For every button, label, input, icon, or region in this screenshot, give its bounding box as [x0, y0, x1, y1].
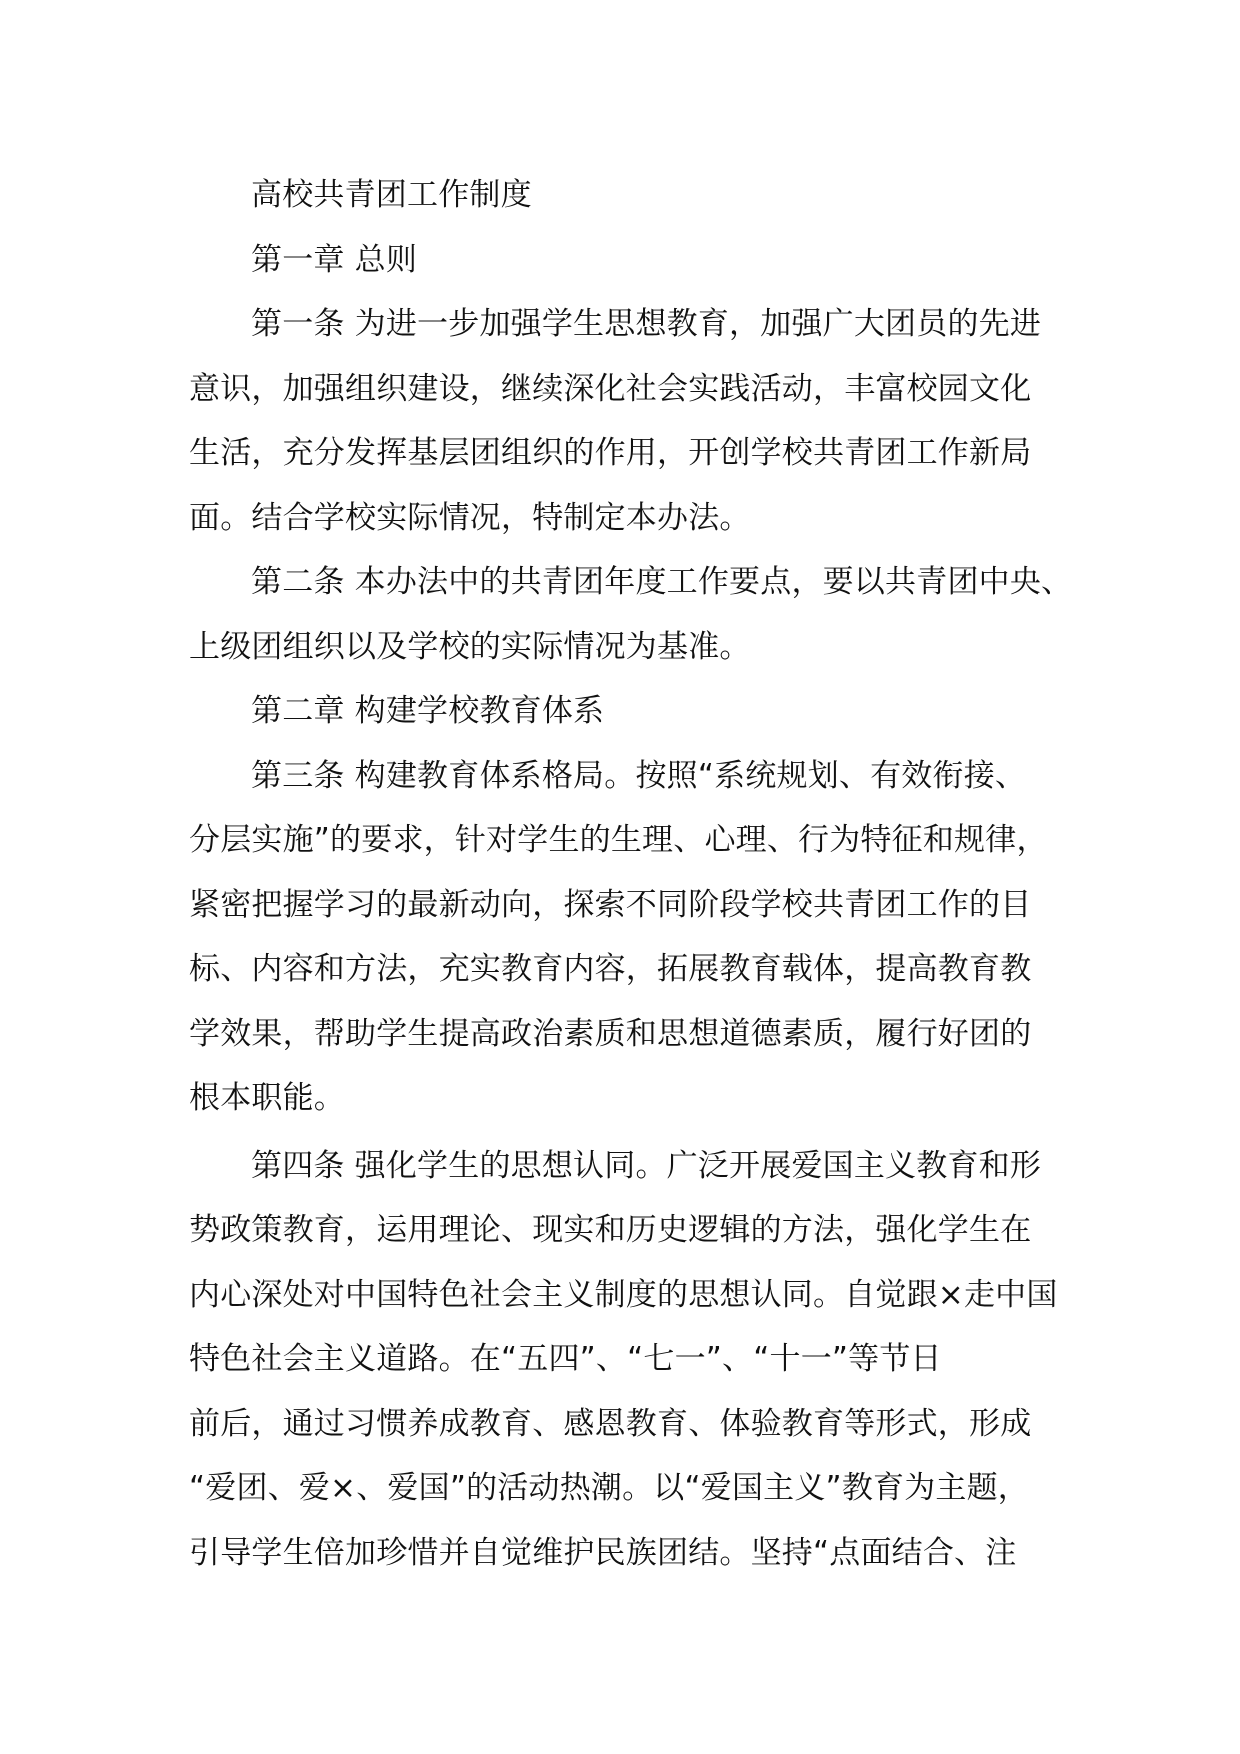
article-1-line: 面。结合学校实际情况，特制定本办法。: [189, 499, 751, 536]
article-4-line: “爱团、爱×、爱国”的活动热潮。以“爱国主义”教育为主题，: [189, 1470, 1030, 1506]
article-1-line: 第一条 为进一步加强学生思想教育，加强广大团员的先进: [251, 306, 1042, 342]
chapter-heading-2: 第二章 构建学校教育体系: [251, 693, 605, 729]
article-4-line: 势政策教育，运用理论、现实和历史逻辑的方法，强化学生在: [189, 1212, 1032, 1248]
article-1-line: 生活，充分发挥基层团组织的作用，开创学校共青团工作新局: [189, 435, 1032, 471]
article-4-line: 第四条 强化学生的思想认同。广泛开展爱国主义教育和形: [251, 1147, 1042, 1184]
article-3-line: 学效果，帮助学生提高政治素质和思想道德素质，履行好团的: [189, 1015, 1032, 1052]
article-3-line: 根本职能。: [189, 1080, 345, 1116]
article-3-line: 分层实施”的要求，针对学生的生理、心理、行为特征和规律，: [189, 822, 1048, 858]
article-1-line: 意识，加强组织建设，继续深化社会实践活动，丰富校园文化: [189, 370, 1032, 407]
article-4-line: 前后，通过习惯养成教育、感恩教育、体验教育等形式，形成: [189, 1405, 1032, 1442]
document-body: [189, 163, 1089, 1585]
chapter-heading-1: 第一章 总则: [251, 241, 418, 278]
article-2-line: 上级团组织以及学校的实际情况为基准。: [189, 628, 751, 665]
article-3-line: 标、内容和方法，充实教育内容，拓展教育载体，提高教育教: [189, 951, 1032, 987]
article-4-line: 引导学生倍加珍惜并自觉维护民族团结。坚持“点面结合、注: [189, 1534, 1017, 1571]
article-4-line: 内心深处对中国特色社会主义制度的思想认同。自觉跟×走中国: [189, 1276, 1058, 1313]
article-3-line: 第三条 构建教育体系格局。按照“系统规划、有效衔接、: [251, 757, 1027, 794]
article-4-line: 特色社会主义道路。在“五四”、“七一”、“十一”等节日: [189, 1341, 942, 1377]
article-3-line: 紧密把握学习的最新动向，探索不同阶段学校共青团工作的目: [189, 886, 1032, 923]
document-title: 高校共青团工作制度: [251, 177, 532, 213]
article-2-line: 第二条 本办法中的共青团年度工作要点，要以共青团中央、: [251, 564, 1073, 600]
